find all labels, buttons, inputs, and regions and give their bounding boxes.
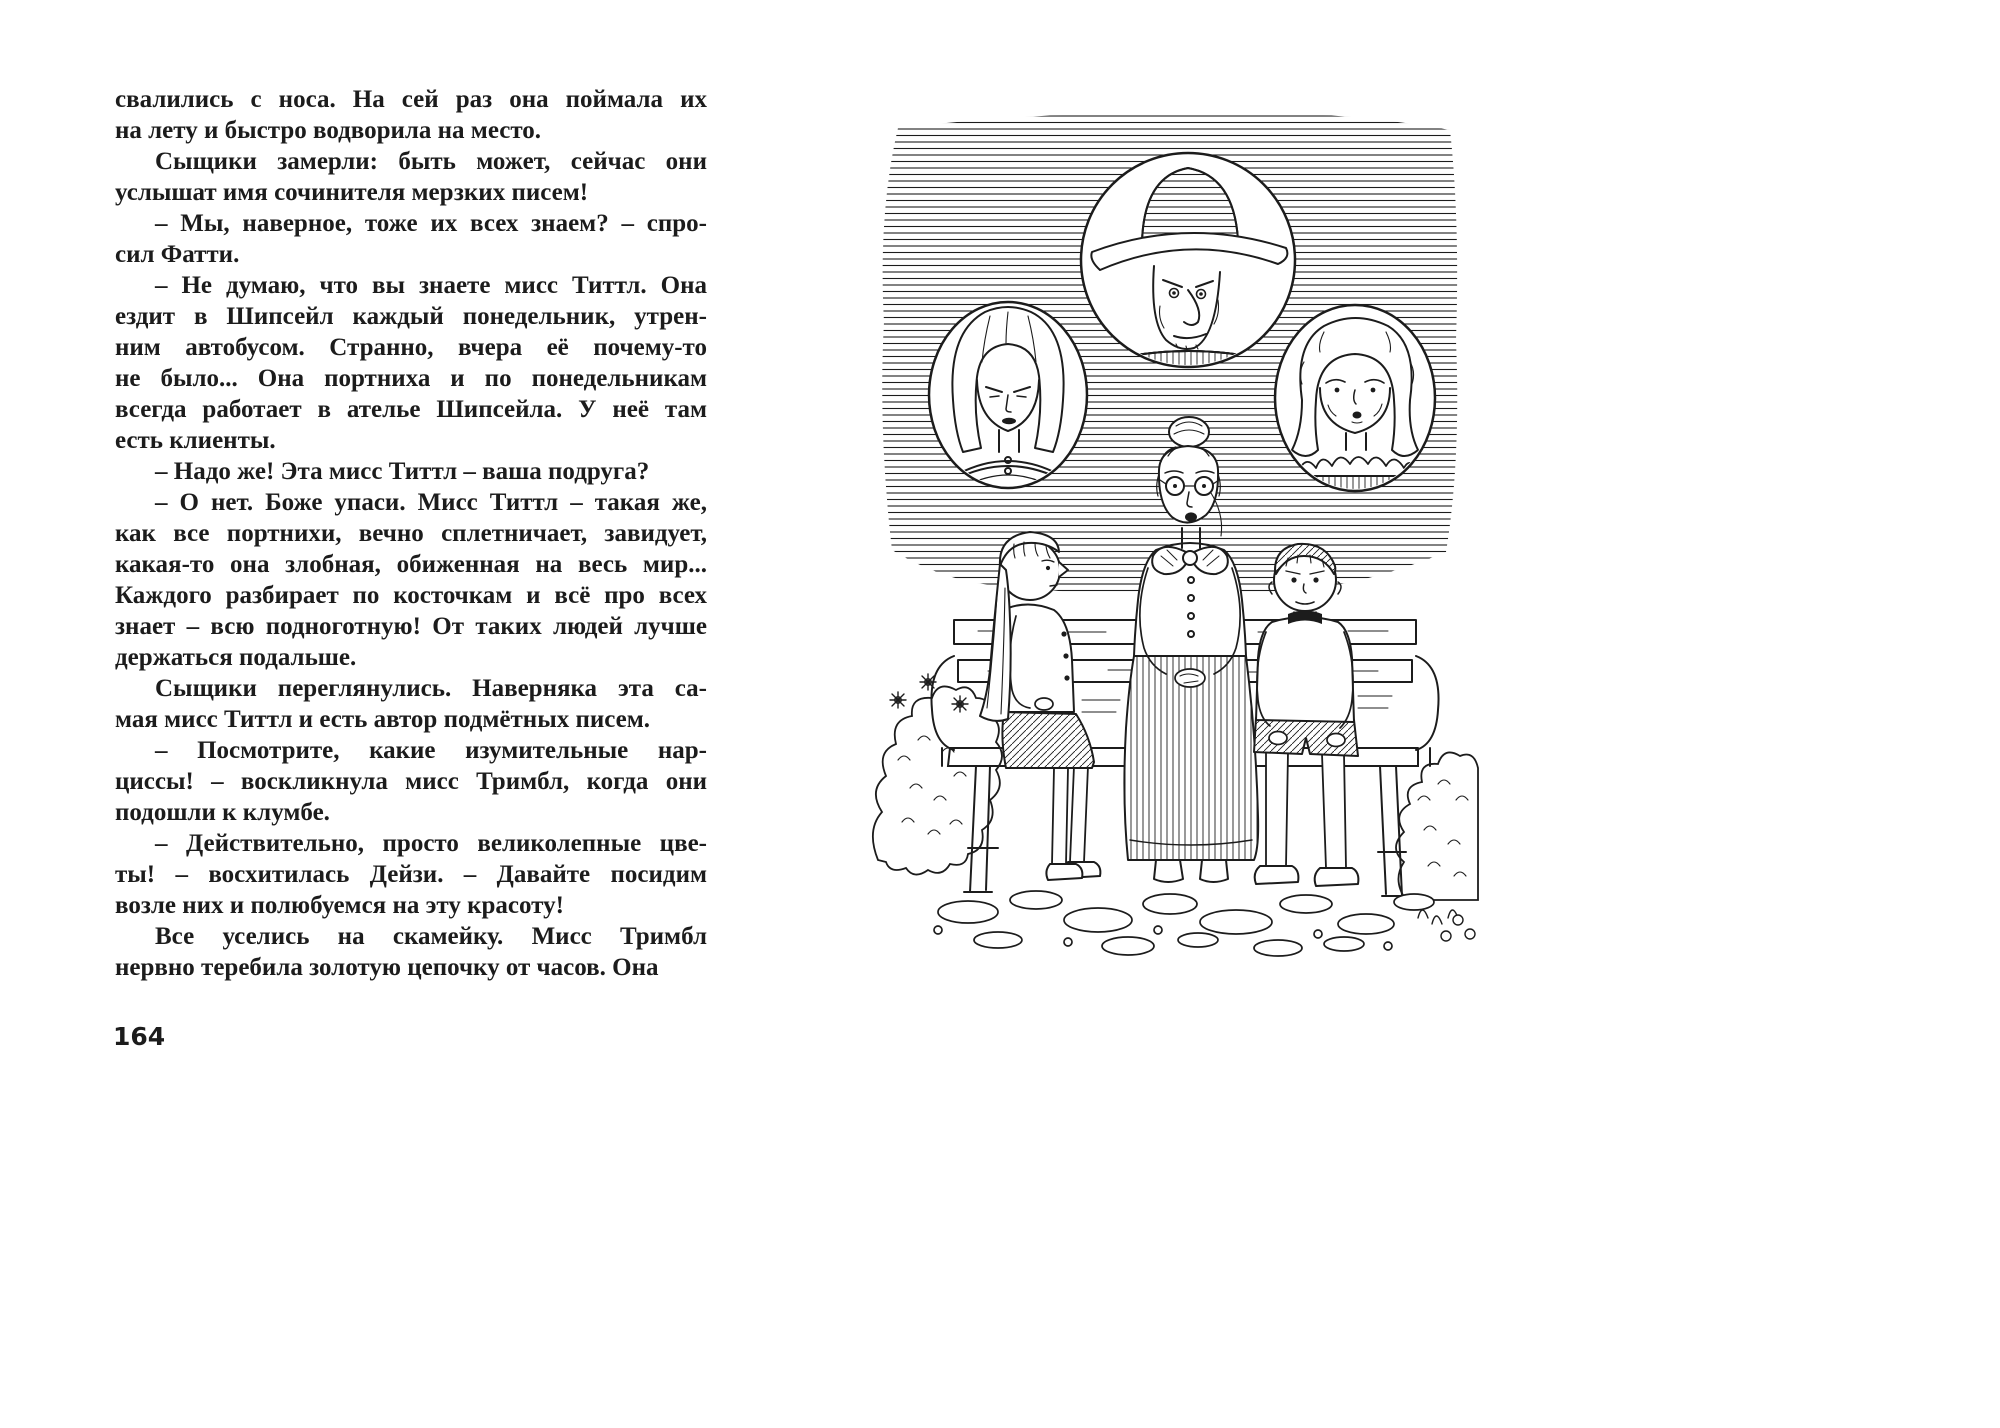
left-bush (873, 674, 1002, 875)
right-bush (1396, 752, 1478, 900)
text-line: – Действительно, просто великолепные цве- (155, 830, 707, 857)
page-number: 164 (113, 1022, 166, 1051)
text-line: мая мисс Титтл и есть автор подмётных писем. (115, 706, 651, 733)
text-line: ездит в Шипсейл каждый понедельник, утрен- (115, 303, 707, 330)
text-line: всегда работает в ателье Шипсейла. У неё там (115, 396, 707, 423)
text-line: держаться подальше. (115, 644, 357, 671)
text-line: не было... Она портниха и по понедельникам (115, 365, 707, 392)
flagstones (934, 891, 1434, 956)
text-line: возле них и полюбуемся на эту красоту! (115, 892, 564, 919)
text-line: Каждого разбирает по косточкам и всё про всех (115, 582, 707, 609)
text-line: циссы! – воскликнула мисс Тримбл, когда они (115, 768, 707, 795)
text-line: – Надо же! Эта мисс Титтл – ваша подруга? (155, 458, 650, 485)
text-line: – Посмотрите, какие изумительные нар- (155, 737, 707, 764)
illustration-portraits-and-bench (858, 100, 1480, 965)
text-line: ты! – восхитилась Дейзи. – Давайте посидим (115, 861, 707, 888)
page-text (115, 84, 707, 983)
text-line: есть клиенты. (115, 427, 276, 454)
text-line: нервно теребила золотую цепочку от часов. Она (115, 954, 659, 981)
text-line: ним автобусом. Странно, вчера её почему-то (115, 334, 707, 361)
line-art-illustration (858, 100, 1480, 965)
text-line: – Мы, наверное, тоже их всех знаем? – спро- (155, 210, 707, 237)
text-line: – О нет. Боже упаси. Мисс Титтл – такая же, (155, 489, 707, 516)
grass-tufts (1418, 910, 1475, 941)
text-line: подошли к клумбе. (115, 799, 330, 826)
text-line: Все уселись на скамейку. Мисс Тримбл (155, 923, 707, 950)
text-line: – Не думаю, что вы знаете мисс Титтл. Она (155, 272, 707, 299)
text-line: как все портнихи, вечно сплетничает, завидует, (115, 520, 707, 547)
boy-figure (1254, 544, 1358, 886)
text-line: свалились с носа. На сей раз она поймала их (115, 86, 707, 113)
text-line: знает – всю подноготную! От таких людей лучше (115, 613, 707, 640)
text-line: Сыщики замерли: быть может, сейчас они (155, 148, 707, 175)
text-line: Сыщики переглянулись. Наверняка эта са- (155, 675, 707, 702)
text-line: услышат имя сочинителя мерзких писем! (115, 179, 589, 206)
text-line: на лету и быстро водворила на место. (115, 117, 542, 144)
text-line: сил Фатти. (115, 241, 240, 268)
text-line: какая-то она злобная, обиженная на весь мир... (115, 551, 707, 578)
